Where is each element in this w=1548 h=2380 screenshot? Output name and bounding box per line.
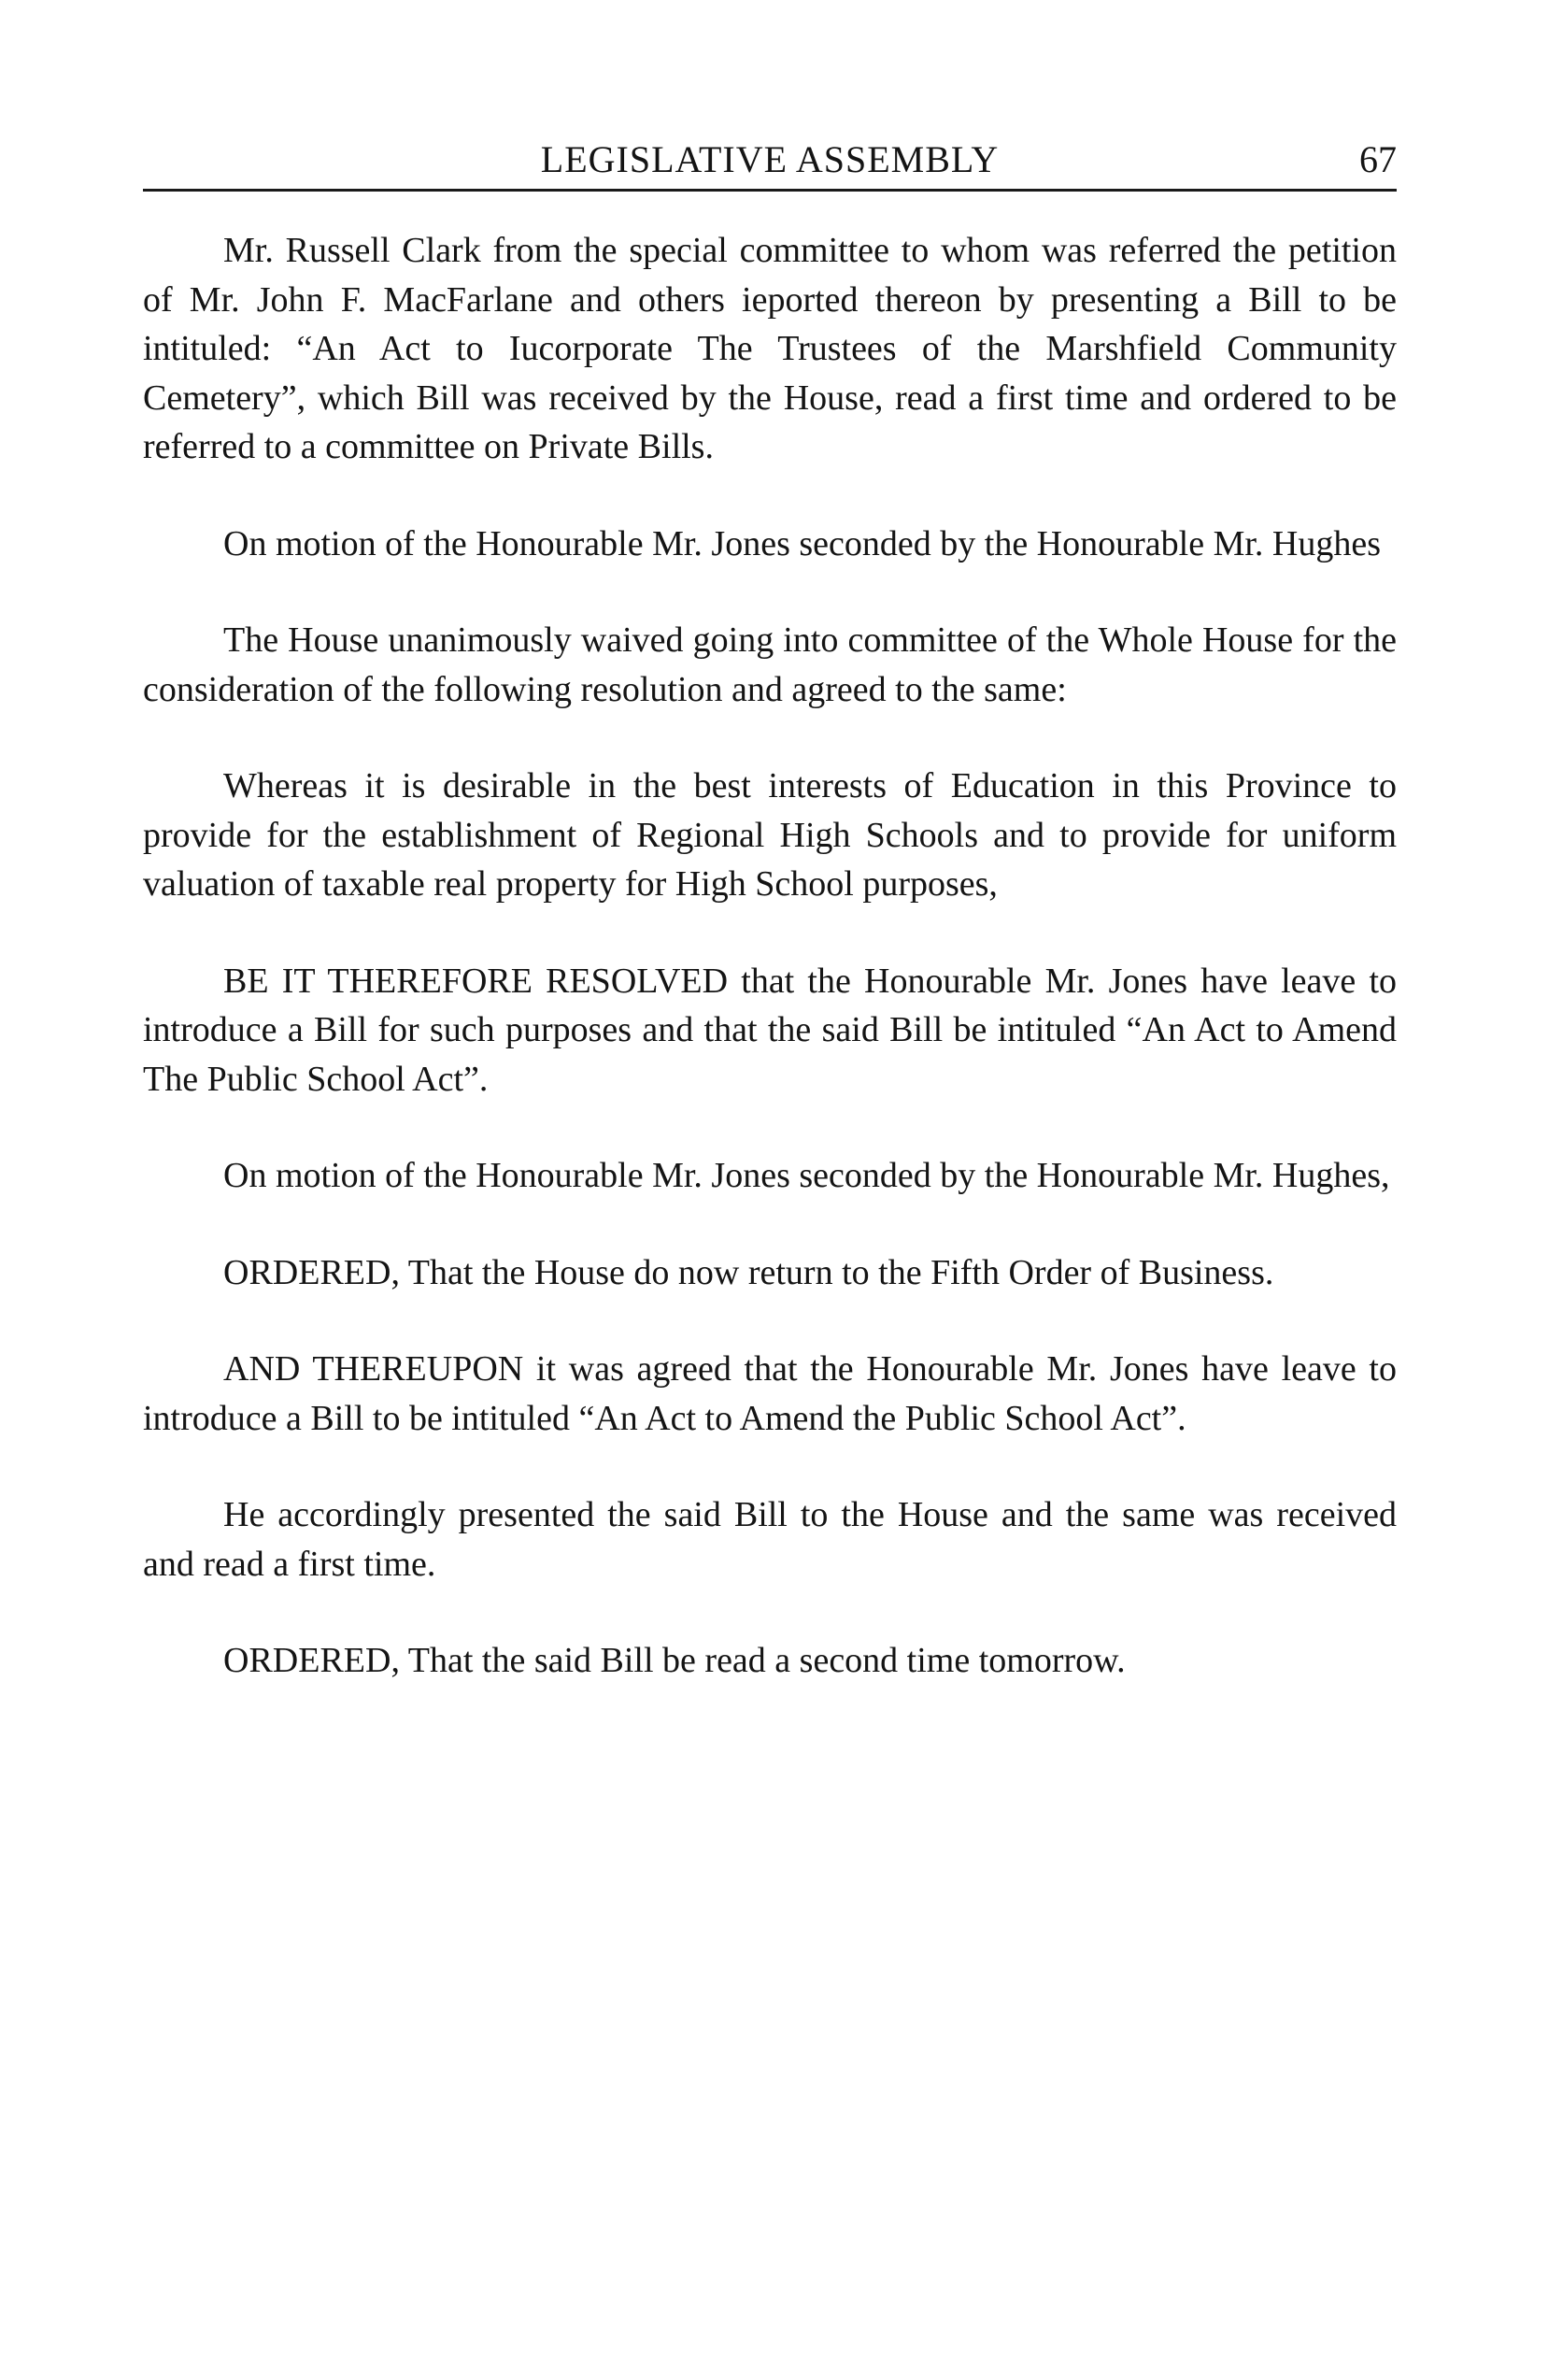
page-header [143,133,1397,187]
paragraph-committee-report: Mr. Russell Clark from the special committee to whom was referred the petition of Mr. John F. MacFarlane and others ieported thereon by presenting a Bill to be intituled: “An Act to Iucorporate The Trustees of the Marshfield Community Cemetery”, which Bill was received by the House, read a first time and ordered to be referred to a committee on Private Bills. [143,231,1397,466]
paragraph-resolved: BE IT THEREFORE RESOLVED that the Honourable Mr. Jones have leave to introduce a Bill for such purposes and that the said Bill be intituled “An Act to Amend The Public School Act”. [143,961,1397,1099]
paragraph-ordered: ORDERED, That the said Bill be read a second time tomorrow. [223,1641,1126,1680]
paragraph-thereupon: AND THEREUPON it was agreed that the Honourable Mr. Jones have leave to introduce a Bill to be intituled “An Act to Amend the Public School Act”. [143,1349,1397,1438]
paragraph-motion: On motion of the Honourable Mr. Jones seconded by the Honourable Mr. Hughes [223,523,1382,563]
page-number: 67 [1359,138,1397,180]
paragraph-waived-committee: The House unanimously waived going into committee of the Whole House for the consideration of the following resolution and agreed to the same: [143,620,1397,709]
paragraph-ordered: ORDERED, That the House do now return to the Fifth Order of Business. [223,1252,1274,1292]
journal-body [143,226,1397,1686]
running-head: LEGISLATIVE ASSEMBLY [540,138,1000,180]
paragraph-bill-presented: He accordingly presented the said Bill to the House and the same was received and read a first time. [143,1495,1397,1584]
header-rule [143,189,1397,192]
paragraph-motion: On motion of the Honourable Mr. Jones seconded by the Honourable Mr. Hughes, [223,1156,1390,1195]
paragraph-whereas: Whereas it is desirable in the best interests of Education in this Province to provide for the establishment of Regional High Schools and to provide for uniform valuation of taxable real property for High School purposes, [143,766,1397,904]
